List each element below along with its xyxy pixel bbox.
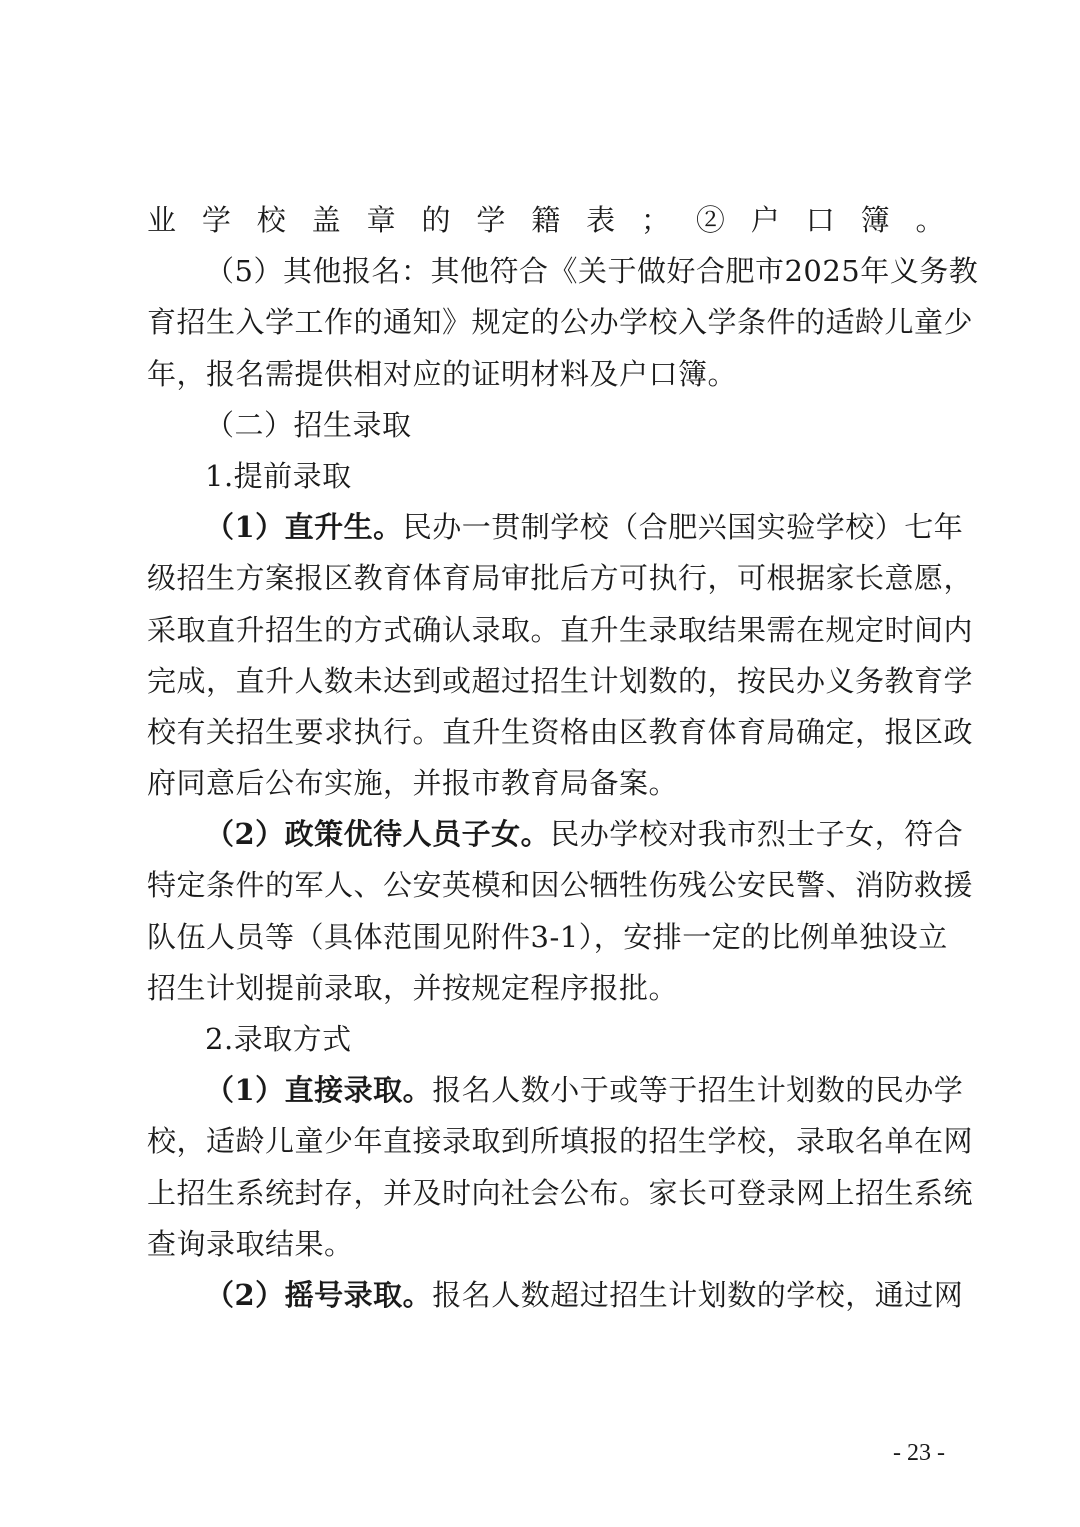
text-line [147,1219,945,1270]
paragraph-policy-preference [147,809,964,860]
line-text: 校，适龄儿童少年直接录取到所填报的招生学校，录取名单在网 [147,1124,974,1159]
line-text: 上招生系统封存，并及时向社会公布。家长可登录网上招生系统 [147,1175,974,1210]
line-text: 育招生入学工作的通知》规定的公办学校入学条件的适龄儿童少 [147,305,974,340]
text-line [147,758,945,809]
heading-text: 1.提前录取 [205,458,352,493]
line-text: 校有关招生要求执行。直升生资格由区教育体育局确定，报区政 [147,714,974,749]
text-line [147,963,945,1014]
line-text: 年，报名需提供相对应的证明材料及户口簿。 [147,356,738,391]
text-line [147,1168,974,1219]
text-line [147,656,974,707]
paragraph-lottery-admission [147,1270,964,1321]
item-title: （2）政策优待人员子女。 [205,817,551,852]
text-line [147,1116,974,1167]
line-text: 特定条件的军人、公安英模和因公牺牲伤残公安民警、消防救援 [147,868,974,903]
line-text: 级招生方案报区教育体育局审批后方可执行，可根据家长意愿， [147,561,974,596]
line-text: （5）其他报名：其他符合《关于做好合肥市2025年义务教 [205,254,979,289]
line-text: 民办一贯制学校（合肥兴国实验学校）七年 [402,510,964,545]
text-line [147,707,974,758]
subsection-heading [147,1014,945,1065]
text-line [147,297,974,348]
text-line [147,195,945,246]
heading-text: （二）招生录取 [205,407,412,442]
line-text: 查询录取结果。 [147,1226,354,1261]
line-text: 队伍人员等（具体范围见附件3-1），安排一定的比例单独设立 [147,919,948,954]
subsection-heading [147,451,945,502]
paragraph-other-registration [147,246,979,297]
section-heading [147,400,945,451]
paragraph-direct-promotion [147,502,964,553]
line-text: 业学校盖章的学籍表；②户口簿。 [147,203,945,237]
text-line [147,605,974,656]
item-title: （2）摇号录取。 [205,1277,433,1312]
body-text [147,195,979,1321]
line-text: 报名人数超过招生计划数的学校，通过网 [432,1277,964,1312]
line-text: 报名人数小于或等于招生计划数的民办学 [432,1073,964,1108]
page-number: - 23 - [893,1440,945,1466]
line-text: 采取直升招生的方式确认录取。直升生录取结果需在规定时间内 [147,612,974,647]
heading-text: 2.录取方式 [205,1022,352,1056]
text-line [147,912,948,963]
line-text: 完成，直升人数未达到或超过招生计划数的，按民办义务教育学 [147,663,974,698]
text-line [147,553,974,604]
item-title: （1）直升生。 [205,510,403,545]
line-text: 府同意后公布实施，并报市教育局备案。 [147,766,679,801]
text-line [147,860,974,911]
paragraph-direct-admission [147,1065,964,1116]
item-title: （1）直接录取。 [205,1073,433,1108]
text-line [147,349,945,400]
line-text: 招生计划提前录取，并按规定程序报批。 [147,970,679,1005]
line-text: 民办学校对我市烈士子女，符合 [550,817,964,852]
